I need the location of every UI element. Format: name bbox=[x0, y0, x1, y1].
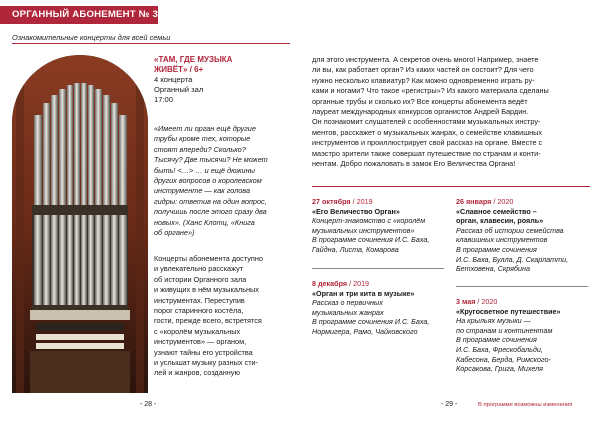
event-date: 8 декабря bbox=[312, 279, 348, 288]
event-desc-line: Корсакова, Грига, Михеля bbox=[456, 364, 543, 374]
quote-line: трубы кроме тех, которые bbox=[154, 134, 251, 144]
organ-pipe bbox=[51, 215, 58, 305]
quote-line: новых». (Ханс Клотц, «Книга bbox=[154, 217, 255, 227]
organ-pipe bbox=[119, 115, 127, 205]
quote-line: инструменте — как голова bbox=[154, 186, 251, 196]
desc-line: для этого инструмента. А секретов очень много! Например, знаете bbox=[312, 55, 539, 64]
organ-pipe bbox=[103, 215, 110, 305]
desc-line: Он познакомит слушателей с особенностями музыкальных инстру- bbox=[312, 117, 541, 127]
event-title: «Орган и три кита в музыке» bbox=[312, 288, 415, 298]
organ-pipe bbox=[74, 215, 80, 305]
event-year: / 2020 bbox=[475, 297, 498, 306]
organ-pipe bbox=[67, 215, 73, 305]
quote-line: «Имеет ли орган ещё другие bbox=[154, 124, 256, 133]
organ-pipe bbox=[74, 83, 80, 205]
quote-line: гидры: ответив на один вопрос, bbox=[154, 196, 267, 206]
event-date: 27 октября bbox=[312, 197, 351, 206]
event-desc-line: Кабесона, Берда, Римского- bbox=[456, 354, 551, 364]
event-desc-line: клавишных инструментов bbox=[456, 235, 548, 245]
organ-pipe bbox=[51, 95, 58, 205]
event-desc-line: И.С. Баха, Булла, Д. Скарлатти, bbox=[456, 254, 569, 264]
desc-line: об истории Органного зала bbox=[154, 274, 247, 284]
event-desc-line: В программе сочинения bbox=[456, 335, 537, 345]
section-subtitle: Ознакомительные концерты для всей семьи bbox=[12, 33, 171, 42]
event-date: 26 января bbox=[456, 197, 492, 206]
desc-line: лауреат международных конкурсов органистов Андрей Бардин. bbox=[312, 107, 529, 117]
event-desc-line: по странам и континентам bbox=[456, 325, 553, 335]
organ-pipe bbox=[103, 95, 110, 205]
desc-line: и живущих в нём музыкальных bbox=[154, 285, 259, 295]
event-desc-line: Гайдна, Листа, Комарова bbox=[312, 244, 399, 254]
event-title: «Его Величество Орган» bbox=[312, 206, 400, 216]
event-year: / 2020 bbox=[491, 197, 514, 206]
desc-line: инструментах. Переступив bbox=[154, 295, 245, 305]
event-desc-line: Рассказ об истории семейства bbox=[456, 225, 564, 235]
event-date-line bbox=[312, 197, 444, 207]
section-banner: ОРГАННЫЙ АБОНЕМЕНТ № 3 bbox=[0, 6, 158, 24]
concert-info bbox=[154, 55, 300, 105]
organ-pipe bbox=[119, 215, 127, 305]
desc-line: ли вы, как работает орган? Из каких частей он состоит? Для чего bbox=[312, 65, 534, 75]
event-date-line bbox=[456, 197, 588, 207]
quote-block bbox=[154, 124, 300, 238]
organ-pipe bbox=[81, 215, 87, 305]
desc-line: нужно несколько клавиатур? Как можно одновременно играть ру- bbox=[312, 75, 535, 85]
event-year: / 2019 bbox=[347, 279, 370, 288]
event-separator bbox=[456, 286, 588, 287]
concert-time: 17:00 bbox=[154, 95, 174, 104]
desc-line: инструментов» — органом, bbox=[154, 337, 247, 347]
organ-pipe bbox=[34, 215, 42, 305]
quote-line: стоят впереди? Сколько? bbox=[154, 144, 246, 154]
desc-line: ками и ногами? Что такое «регистры»? Из какого материала сделаны bbox=[312, 86, 549, 96]
description-left bbox=[154, 254, 300, 379]
desc-line: с «королём музыкальных bbox=[154, 326, 241, 336]
event-desc-line: В программе сочинения И.С. Баха, bbox=[312, 317, 430, 327]
page-number-right: - 29 - bbox=[441, 401, 458, 408]
quote-line: Тысячу? Две тысячи? Не может bbox=[154, 155, 268, 165]
desc-line: лей и жанров, созданную bbox=[154, 368, 240, 378]
quote-line: других вопросов о королевском bbox=[154, 176, 262, 186]
organ-pipe bbox=[67, 85, 73, 205]
organ-pipe bbox=[88, 85, 94, 205]
concert-venue: Органный зал bbox=[154, 85, 204, 94]
event-title: «Славное семейство – bbox=[456, 206, 537, 216]
organ-pipe bbox=[43, 103, 50, 205]
page-number-left: - 28 - bbox=[140, 401, 157, 408]
desc-line: порог старинного костёла, bbox=[154, 306, 244, 316]
event-year: / 2019 bbox=[350, 197, 373, 206]
desc-line: нентам. Добро пожаловать в замок Его Величества Органа! bbox=[312, 159, 516, 169]
organ-photo bbox=[12, 55, 148, 393]
organ-pipe bbox=[88, 215, 94, 305]
event-desc-line: Нормигера, Рамо, Чайковского bbox=[312, 326, 418, 336]
event-date-line bbox=[312, 279, 444, 289]
header-divider bbox=[12, 43, 290, 44]
organ-pipe bbox=[111, 215, 118, 305]
desc-line: инструментов и проиллюстрирует свой рассказ на органе. Вместе с bbox=[312, 138, 543, 148]
events-divider bbox=[312, 186, 590, 187]
organ-pipe bbox=[43, 215, 50, 305]
organ-pipe bbox=[95, 215, 102, 305]
organ-pipe bbox=[111, 103, 118, 205]
event-separator bbox=[312, 268, 444, 269]
event-desc-line: И.С. Баха, Фрескобальди, bbox=[456, 344, 543, 354]
event-card bbox=[312, 279, 444, 337]
event-desc-line: Бетховена, Скрябина bbox=[456, 264, 530, 274]
event-card bbox=[456, 197, 588, 274]
desc-line: Концерты абонемента доступно bbox=[154, 254, 263, 263]
event-card bbox=[456, 297, 588, 374]
event-desc-line: В программе сочинения bbox=[456, 244, 537, 254]
quote-line: быть! <…> … и ещё дюжины bbox=[154, 165, 255, 175]
event-desc-line: На крыльях музыки — bbox=[456, 316, 531, 326]
organ-pipe bbox=[81, 83, 87, 205]
concert-title-age: ЖИВЁТ» / 6+ bbox=[154, 65, 204, 74]
quote-line: об органе») bbox=[154, 228, 195, 238]
organ-pipe bbox=[95, 89, 102, 205]
concert-count: 4 концерта bbox=[154, 75, 193, 84]
event-card bbox=[312, 197, 444, 255]
quote-line: получишь после этого сразу два bbox=[154, 207, 267, 217]
concert-title: «ТАМ, ГДЕ МУЗЫКА bbox=[154, 55, 233, 64]
desc-line: и увлекательно расскажут bbox=[154, 264, 244, 274]
event-date: 3 мая bbox=[456, 297, 476, 306]
event-title: «Кругосветное путешествие» bbox=[456, 306, 561, 316]
desc-line: ментов, расскажет о музыкальных жанрах, о семействе клавишных bbox=[312, 127, 543, 137]
desc-line: маэстро зрители также совершат путешествие по странам и конти- bbox=[312, 148, 541, 158]
event-desc-line: музыкальных инструментов» bbox=[312, 225, 415, 235]
desc-line: узнают тайны его устройства bbox=[154, 347, 253, 357]
event-date-line bbox=[456, 297, 588, 307]
event-desc-line: В программе сочинения И.С. Баха, bbox=[312, 235, 430, 245]
event-title: орган, клавесин, рояль» bbox=[456, 216, 544, 226]
changes-note: В программе возможны изменения bbox=[478, 402, 573, 408]
desc-line: гости, прежде всего, встретятся bbox=[154, 316, 262, 326]
desc-line: и услышат музыку разных сти- bbox=[154, 358, 259, 368]
event-desc-line: музыкальных жанрах bbox=[312, 307, 384, 317]
event-desc-line: Рассказ о первичных bbox=[312, 298, 383, 308]
event-desc-line: Концерт-знакомство с «королём bbox=[312, 216, 426, 226]
organ-pipe bbox=[59, 89, 66, 205]
desc-line: органные трубы и сколько их? Все концерты абонемента ведёт bbox=[312, 96, 528, 106]
organ-pipe bbox=[59, 215, 66, 305]
description-right bbox=[312, 55, 590, 169]
organ-pipe bbox=[34, 115, 42, 205]
